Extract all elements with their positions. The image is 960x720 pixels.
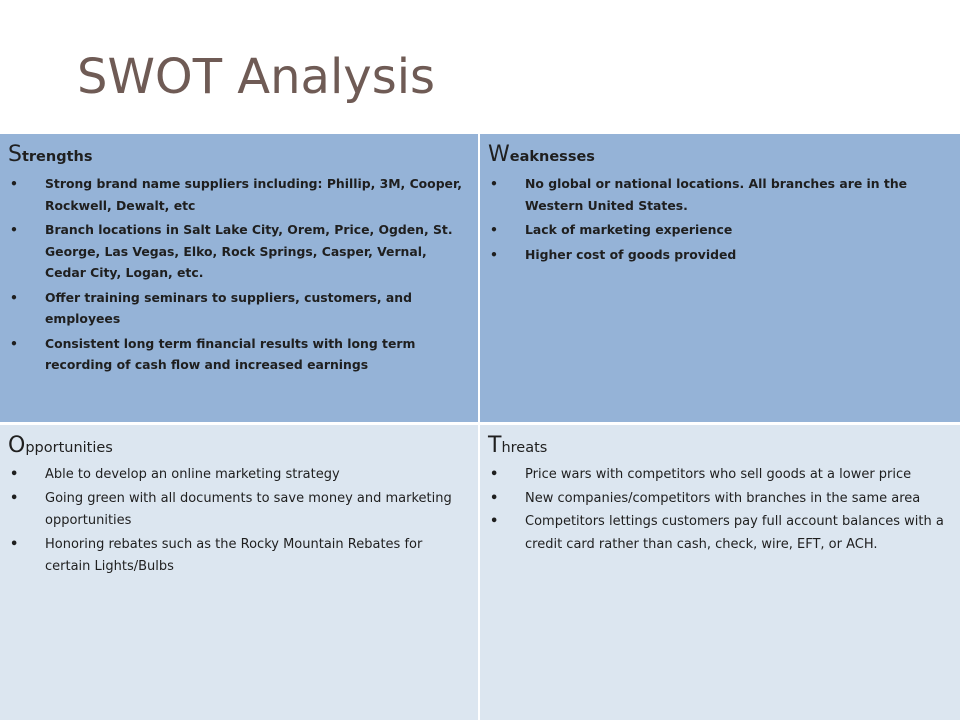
strengths-heading-rest: trengths [21,149,93,165]
strengths-item: • Consistent long term financial results with long term recording of cash flow and increased earnings [8,333,468,376]
strengths-list [8,173,468,376]
opportunities-quadrant [0,425,480,720]
strengths-heading [8,142,468,170]
weaknesses-list [488,173,950,265]
threats-item: • Price wars with competitors who sell goods at a lower price [488,464,950,487]
opportunities-heading-rest: pportunities [25,440,113,456]
weaknesses-item: • No global or national locations. All branches are in the Western United States. [488,173,950,216]
strengths-heading-initial: S [8,142,22,167]
strengths-item: • Branch locations in Salt Lake City, Orem, Price, Ogden, St. George, Las Vegas, Elko, Rock Springs, Casper, Vernal, Cedar City, Logan, etc. [8,219,468,284]
weaknesses-item: • Lack of marketing experience [488,219,950,241]
threats-item: • New companies/competitors with branches in the same area [488,488,950,511]
threats-quadrant [480,425,960,720]
opportunities-heading [8,433,468,461]
strengths-item: • Offer training seminars to suppliers, customers, and employees [8,287,468,330]
threats-item: • Competitors lettings customers pay full account balances with a credit card rather than cash, check, wire, EFT, or ACH. [488,511,950,556]
swot-grid [0,134,960,720]
opportunities-list [8,464,468,579]
opportunities-item: • Able to develop an online marketing strategy [8,464,468,487]
threats-heading [488,433,950,461]
slide-title: SWOT Analysis [77,49,436,105]
strengths-item: • Strong brand name suppliers including: Phillip, 3M, Cooper, Rockwell, Dewalt, etc [8,173,468,216]
weaknesses-heading [488,142,950,170]
threats-heading-rest: hreats [501,440,548,456]
strengths-quadrant [0,134,480,425]
opportunities-heading-initial: O [8,433,26,458]
threats-list [488,464,950,556]
weaknesses-heading-initial: W [488,142,510,167]
opportunities-item: • Honoring rebates such as the Rocky Mountain Rebates for certain Lights/Bulbs [8,534,468,579]
weaknesses-item: • Higher cost of goods provided [488,244,950,266]
weaknesses-quadrant [480,134,960,425]
weaknesses-heading-rest: eaknesses [509,149,595,165]
opportunities-item: • Going green with all documents to save money and marketing opportunities [8,488,468,533]
threats-heading-initial: T [488,433,502,458]
